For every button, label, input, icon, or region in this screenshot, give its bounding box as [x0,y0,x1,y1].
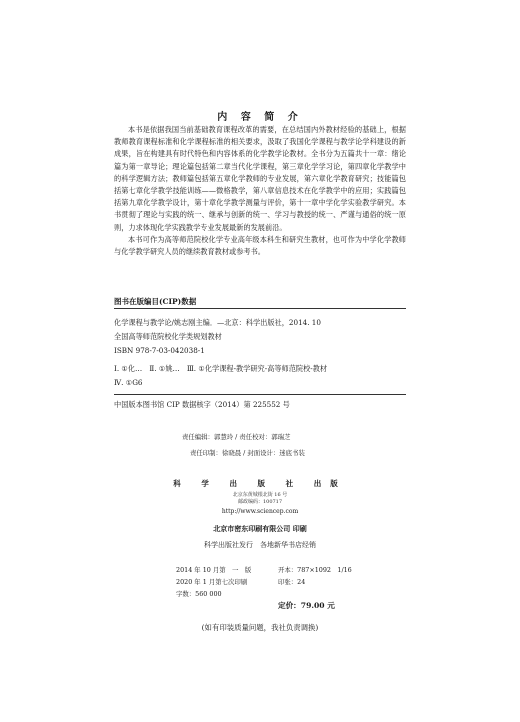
editors-line: 责任印制：徐晓晨 / 封面设计：迷底书装 [190,449,305,457]
edition-row [176,600,352,612]
quality-notice: (如有印装质量问题，我社负责调换) [201,623,319,632]
publisher-url: http://www.sciencep.com [221,508,299,515]
edition-row [176,576,352,588]
edition-info [176,564,352,612]
distribution: 科学出版社发行 各地新华书店经销 [204,541,316,549]
edition-row [176,588,352,600]
printer: 北京市密东印刷有限公司 印刷 [213,524,307,533]
cip-record [114,316,406,358]
cip-line: 化学课程与教学论/姚志刚主编．—北京：科学出版社，2014. 10 [114,318,321,327]
page-title: 内 容 简 介 [217,112,303,123]
publisher-name: 科 学 出 版 社 出版 [173,479,347,488]
sheets: 印张：24 [278,578,306,586]
edition-row [176,564,352,576]
content-summary [114,124,406,258]
cip-classification [114,362,406,390]
edition-date: 2014 年 10 月第 一 版 [176,566,252,574]
classification-line: Ⅰ. ①化… Ⅱ. ①姚… Ⅲ. ①化学课程-教学研究-高等师范院校-教材 [114,364,328,373]
format: 开本：787×1092 1/16 [278,566,352,574]
print-date: 2020 年 1 月第七次印刷 [176,578,248,586]
summary-paragraph: 本书是依据我国当前基础教育课程改革的需要，在总结国内外教材经验的基础上，根据教师教育课程标准和化学课程标准的相关要求，汲取了我国化学课程与教学论学科建设的新成果，旨在构建具有时代特色和内容体系的化学教学论教材。全书分为五篇共十一章：绪论篇为第一章导论；理论篇包括第二章当代化学课程，第三章化学学习论，第四章化学教学中的科学逻辑方法；教师篇包括第五章化学教师的专业发展，第六章化学教育研究；技能篇包括第七章化学教学技能训练——微格教学，第八章信息技术在化学教学中的应用；实践篇包括第九章化学教学设计，第十章化学教学测量与评价，第十一章中学化学实验教学研究。本书贯彻了理论与实践的统一、继承与创新的统一、学习与教授的统一、严谨与通俗的统一原则，力求体现化学实践教学专业发展最新的发展前沿。 [114,125,406,232]
price: 定价：79.00 元 [278,601,335,610]
divider [114,394,406,395]
cip-line: ISBN 978-7-03-042038-1 [114,346,205,355]
cip-line: 全国高等师范院校化学类规划教材 [114,332,222,341]
word-count: 字数：560 000 [176,590,222,598]
summary-paragraph: 本书可作为高等师范院校化学专业高年级本科生和研究生教材，也可作为中学化学教师与化学教学研究人员的继续教育教材或参考书。 [114,234,406,257]
cip-heading: 图书在版编目(CIP)数据 [114,297,197,306]
cip-record-number: 中国版本图书馆 CIP 数据核字（2014）第 225552 号 [114,400,290,409]
classification-line: Ⅳ. ①G6 [114,378,143,387]
divider [114,308,406,309]
publisher-address: 北京东黄城根北街 16 号 邮政编码：100717 [232,492,288,505]
editors-line: 责任编辑：郭慧玲 / 责任校对：郭瑞芝 [182,433,291,441]
